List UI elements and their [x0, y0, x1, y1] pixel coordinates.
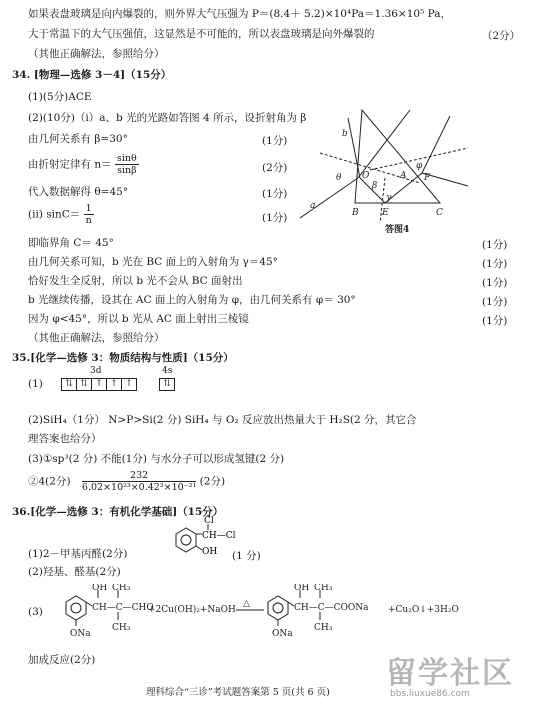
label-gamma: γ — [386, 193, 392, 203]
chem-ONa: ONa — [70, 629, 91, 639]
chem-CH3: CH₃ — [112, 584, 131, 593]
optics-figure — [300, 108, 470, 238]
score: (1 分) — [232, 550, 261, 562]
text-line: (2)SiH₄（1分） N>P>Si(2 分) SiH₄ 与 O₂ 反应放出热量大于 H₂S(2 分，其它合 — [28, 414, 417, 426]
figure-caption: 答图4 — [385, 225, 410, 235]
score: (1分) — [482, 296, 508, 308]
orbital-box: ⇅ — [76, 378, 92, 391]
ray-exit2 — [422, 116, 450, 173]
text-line: 恰好发生全反射，所以 b 光不会从 BC 面射出 — [28, 275, 243, 287]
watermark-url: bbs.liuxue86.com — [390, 689, 470, 699]
benzene-circle — [71, 603, 81, 613]
fraction — [115, 153, 139, 176]
orbital-box: ⇅ — [61, 378, 77, 391]
text-line: 理答案也给分） — [28, 433, 102, 445]
text-line: (3) — [28, 606, 43, 618]
chem-product: CH—C—COONa — [294, 603, 369, 613]
text-line: 由几何关系可知，b 光在 BC 面上的入射角为 γ＝45° — [28, 256, 278, 268]
chem-OH: OH — [92, 584, 108, 593]
label-A: A — [400, 171, 407, 181]
label-C: C — [436, 208, 443, 218]
label-beta: β — [372, 181, 378, 191]
denominator: n — [85, 215, 92, 226]
label-B: B — [352, 208, 359, 218]
score: (1分) — [482, 258, 508, 270]
text-line: (2)(10分)（ⅰ）a、b 光的光路如答图 4 所示，设折射角为 β — [28, 112, 307, 124]
label-b: b — [342, 129, 348, 139]
score: (1分) — [262, 212, 288, 224]
chem-Cl: Cl — [204, 516, 214, 526]
text: ②4(2分) — [28, 475, 71, 488]
formula-line — [28, 203, 94, 229]
orbital-box: ↑ — [121, 378, 137, 391]
chem-CH3: CH₃ — [314, 584, 333, 593]
text: 由折射定律有 n＝ — [28, 158, 112, 171]
text-line: (2)羟基、醛基(2分) — [28, 566, 121, 578]
fraction — [82, 470, 196, 493]
formula-line — [28, 470, 225, 498]
text-line: (1)(5分)ACE — [28, 91, 92, 103]
orbital-3d — [62, 378, 137, 391]
benzene-ring — [66, 596, 86, 620]
ray-b — [348, 118, 360, 178]
chem-ONa: ONa — [272, 629, 293, 639]
fraction — [84, 203, 94, 226]
score: (1分) — [482, 315, 508, 327]
label-phi: φ — [416, 161, 423, 171]
score: (1分) — [482, 239, 508, 251]
chem-OH: OH — [294, 584, 310, 593]
text-line: b 光继续传播，设其在 AC 面上的入射角为 φ，由几何关系有 φ＝ 30° — [28, 294, 356, 306]
label-O: O — [362, 171, 370, 181]
chem-heat: △ — [243, 599, 250, 609]
numerator: sinθ — [116, 153, 137, 164]
ray-out — [358, 110, 410, 178]
chem-reactant: CH—C—CHO — [92, 603, 154, 613]
score: (1分) — [262, 135, 288, 147]
text-line: 大于常温下的大气压强值，这显然是不可能的，所以表盘玻璃是向外爆裂的 — [28, 28, 375, 40]
text-line: 代入数据解得 θ=45° — [28, 186, 129, 198]
score: (2分) — [199, 475, 226, 488]
watermark-logo: 留学社区 — [386, 656, 514, 691]
label-theta: θ — [336, 173, 342, 183]
text-line: （其他正确解法，参照给分） — [28, 332, 165, 344]
text-line: （其他正确解法，参照给分） — [28, 48, 165, 60]
score: (1分) — [262, 188, 288, 200]
benzene-circle — [273, 603, 283, 613]
chem-CH3: CH₃ — [112, 623, 131, 633]
reaction-equation — [58, 584, 478, 640]
orbital-label-3d: 3d — [90, 366, 102, 376]
numerator: 232 — [82, 470, 196, 482]
text: (ⅱ) sinC＝ — [28, 208, 81, 221]
text-line: 即临界角 C＝ 45° — [28, 237, 114, 249]
text-line: (3)①sp³(2 分) 不能(1分) 与水分子可以形成氢键(2 分) — [28, 453, 285, 465]
label-a: a — [310, 201, 316, 211]
denominator: sinβ — [117, 165, 137, 176]
chem-reagents: +2Cu(OH)₂+NaOH — [148, 605, 236, 615]
text-line: 如果表盘玻璃是向内爆裂的，则外界大气压强为 P＝(8.4＋ 5.2)×10⁴Pa＝1.36×10⁵ Pa， — [28, 8, 451, 20]
text-line: 因为 φ<45°，所以 b 光从 AC 面上射出三棱镜 — [28, 313, 249, 325]
text-line: 由几何关系有 β=30° — [28, 133, 128, 145]
chem-OH: OH — [202, 547, 218, 557]
label-E: E — [382, 208, 389, 218]
ray-a — [300, 178, 358, 218]
benzene-ring — [268, 596, 288, 620]
numerator: 1 — [85, 203, 92, 214]
chem-CHCl: CH—Cl — [202, 531, 236, 541]
orbital-4s — [160, 378, 175, 391]
chem-CH3: CH₃ — [314, 623, 333, 633]
text-line: (1) — [28, 378, 43, 390]
text-line: 加成反应(2分) — [28, 654, 96, 666]
formula-line — [28, 153, 139, 179]
label-F: F — [424, 173, 431, 183]
score: （2分） — [482, 30, 521, 42]
question-heading: 35.[化学—选修 3：物质结构与性质]（15分） — [12, 352, 234, 364]
prism — [355, 110, 440, 203]
score: (2分) — [262, 162, 288, 174]
benzene-ring — [176, 528, 196, 552]
orbital-box: ↑ — [106, 378, 122, 391]
benzene-circle — [181, 535, 191, 545]
orbital-box: ⇅ — [159, 378, 175, 391]
denominator: 6.02×10²³×0.42³×10⁻²¹ — [81, 482, 197, 493]
chem-products: +Cu₂O↓+3H₂O — [388, 605, 459, 615]
question-heading: 34. [物理—选修 3－4]（15分） — [12, 69, 172, 81]
orbital-label-4s: 4s — [162, 366, 173, 376]
orbital-box: ↑ — [91, 378, 107, 391]
score: (1分) — [482, 277, 508, 289]
page-footer: 理科综合“三诊”考试题答案第 5 页(共 6 页) — [146, 687, 330, 698]
molecule-1 — [162, 514, 242, 564]
question-heading: 36.[化学—选修 3：有机化学基础]（15分） — [12, 506, 224, 518]
text-line: (1)2－甲基丙醛(2分) — [28, 548, 128, 560]
